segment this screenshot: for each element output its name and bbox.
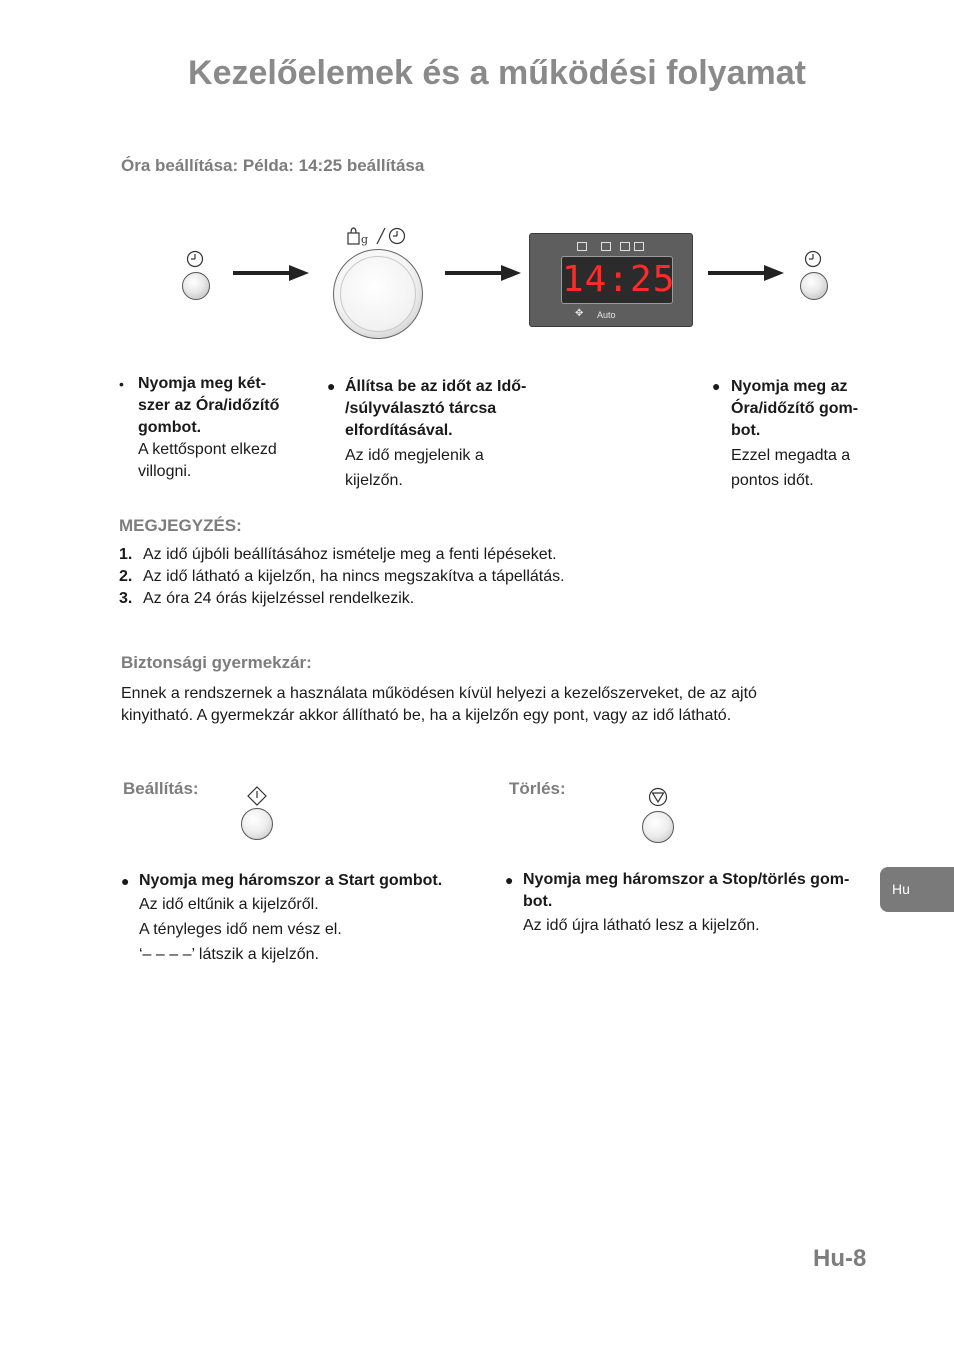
- display-auto-label: Auto: [597, 310, 616, 320]
- child-lock-heading: Biztonsági gyermekzár:: [121, 653, 312, 672]
- page-number: Hu-8: [813, 1245, 867, 1272]
- weight-icon: [346, 226, 372, 251]
- svg-text:g: g: [361, 233, 369, 246]
- slash-separator: [375, 226, 387, 251]
- clock-timer-button[interactable]: [800, 272, 828, 300]
- display-screen: [561, 256, 676, 304]
- step-3-text: Nyomja meg az Óra/időzítő gom- bot. Ezzel megadta a pontos időt.: [731, 378, 859, 489]
- language-tab: Hu: [880, 867, 954, 912]
- stop-icon: [648, 787, 668, 812]
- notes-heading: MEGJEGYZÉS:: [119, 516, 242, 535]
- step-1-text: Nyomja meg két- szer az Óra/időzítő gombot. A kettőspont elkezd villogni.: [138, 375, 280, 480]
- clock-setting-heading: Óra beállítása: Példa: 14:25 beállítása: [121, 156, 425, 175]
- clear-label: Törlés:: [509, 779, 566, 798]
- list-item: 1. Az idő újbóli beállításához ismételje meg a fenti lépéseket.: [119, 546, 557, 563]
- set-label: Beállítás:: [123, 779, 199, 798]
- start-button[interactable]: [241, 808, 273, 840]
- child-lock-paragraph: Ennek a rendszernek a használata működésen kívül helyezi a kezelőszerveket, de az ajtó kinyitható. A gyermekzár akkor állítható be, ha a kijelzőn egy pont, vagy az idő látható.: [121, 685, 757, 724]
- oven-display: [529, 233, 693, 327]
- oven-mode-icon: [577, 242, 587, 251]
- arrow-right-icon: [233, 264, 309, 282]
- bullet: •: [119, 376, 124, 392]
- arrow-right-icon: [708, 264, 784, 282]
- page-title: Kezelőelemek és a működési folyamat: [188, 54, 806, 92]
- notes-list: [119, 544, 565, 610]
- oven-mode-icon: [620, 242, 630, 251]
- oven-mode-icon: [634, 242, 644, 251]
- clock-timer-button[interactable]: [182, 272, 210, 300]
- fan-icon: ✥: [575, 308, 584, 319]
- set-instructions: Nyomja meg háromszor a Start gombot. Az idő eltűnik a kijelzőről. A tényleges idő nem vész el. ‘– – – –’ látszik a kijelzőn.: [139, 872, 443, 963]
- list-item: 3. Az óra 24 órás kijelzéssel rendelkezik.: [119, 590, 415, 607]
- bullet: ●: [121, 873, 130, 889]
- oven-mode-icon: [601, 242, 611, 251]
- clear-instructions: Nyomja meg háromszor a Stop/törlés gom- bot. Az idő újra látható lesz a kijelzőn.: [523, 871, 850, 934]
- time-weight-dial[interactable]: [333, 249, 423, 339]
- clock-icon: [804, 250, 822, 273]
- clock-icon: [186, 250, 204, 273]
- arrow-right-icon: [445, 264, 521, 282]
- list-item: 2. Az idő látható a kijelzőn, ha nincs megszakítva a tápellátás.: [119, 568, 565, 585]
- step-2-text: Állítsa be az időt az Idő- /súlyválasztó tárcsa elfordításával. Az idő megjelenik a kijelzőn.: [345, 378, 527, 489]
- bullet: ●: [327, 378, 336, 394]
- stop-clear-button[interactable]: [642, 811, 674, 843]
- clock-icon: [388, 227, 406, 250]
- bullet: ●: [712, 378, 721, 394]
- display-time: 14:25: [562, 259, 676, 300]
- bullet: ●: [505, 872, 514, 888]
